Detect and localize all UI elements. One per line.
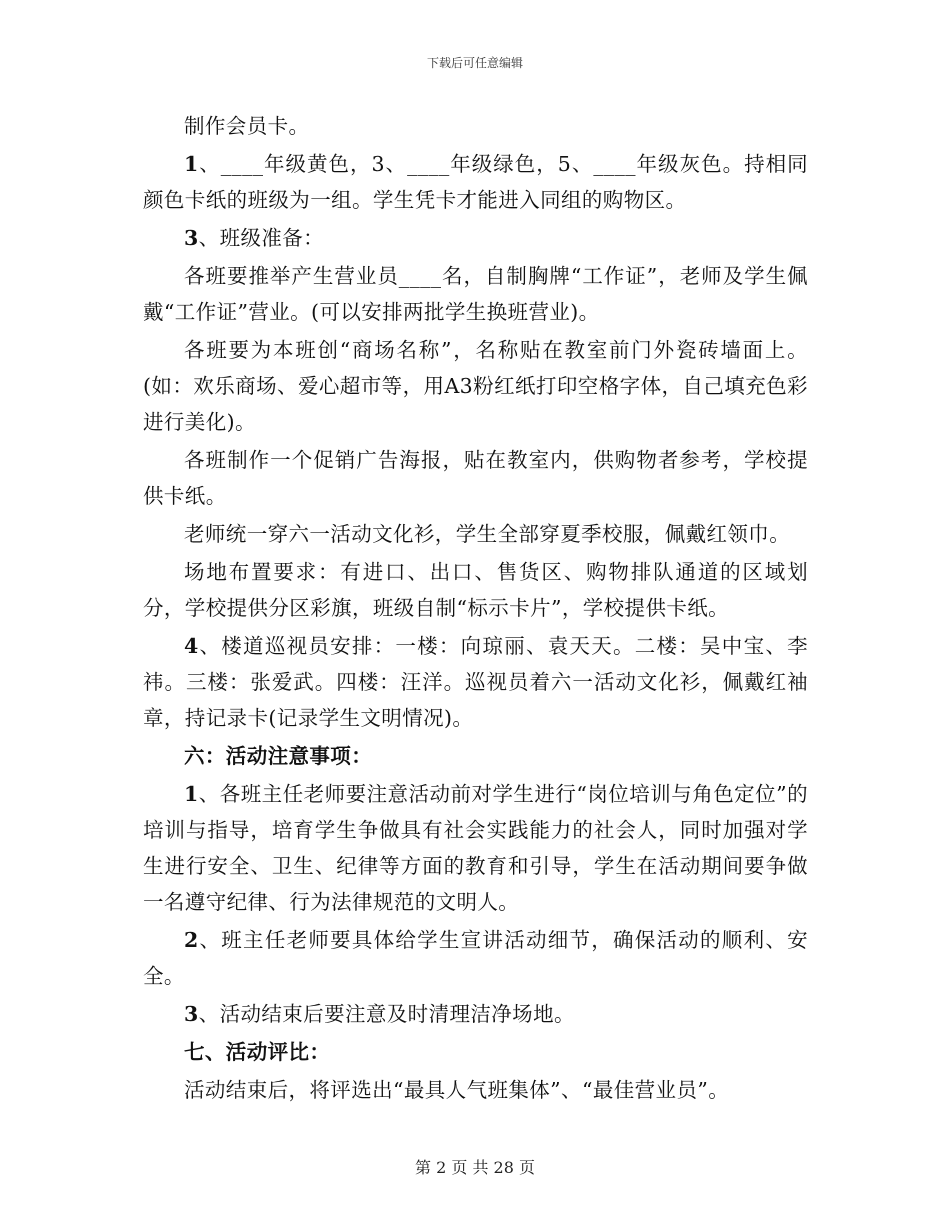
paragraph-9: 4、楼道巡视员安排：一楼：向琼丽、袁天天。二楼：吴中宝、李祎。三楼：张爱武。四楼：汪洋。巡视员着六一活动文化衫，佩戴红袖章，持记录卡(记录学生文明情况)。 [143, 634, 808, 730]
paragraph-2: 1、____年级黄色，3、____年级绿色，5、____年级灰色。持相同颜色卡纸的班级为一组。学生凭卡才能进入同组的购物区。 [143, 152, 808, 212]
paragraph-10: 1、各班主任老师要注意活动前对学生进行“岗位培训与角色定位”的培训与指导，培育学生争做具有社会实践能力的社会人，同时加强对学生进行安全、卫生、纪律等方面的教育和引导，学生在活动期间要争做一名遵守纪律、行为法律规范的文明人。 [143, 782, 808, 914]
header-note: 下载后可任意编辑 [426, 56, 523, 70]
paragraph-5: 各班要为本班创“商场名称”，名称贴在教室前门外瓷砖墙面上。(如：欢乐商场、爱心超市等，用A3粉红纸打印空格字体，自己填充色彩进行美化)。 [143, 338, 808, 434]
document-body [143, 108, 808, 1110]
section-heading-6: 六：活动注意事项： [184, 744, 373, 768]
paragraph-1: 制作会员卡。 [184, 114, 310, 138]
paragraph-3: 3、班级准备： [184, 226, 325, 250]
paragraph-4: 各班要推举产生营业员____名，自制胸牌“工作证”，老师及学生佩戴“工作证”营业。(可以安排两批学生换班营业)。 [143, 264, 808, 324]
paragraph-12: 3、活动结束后要注意及时清理洁净场地。 [184, 1002, 575, 1026]
paragraph-8: 场地布置要求：有进口、出口、售货区、购物排队通道的区域划分，学校提供分区彩旗，班级自制“标示卡片”，学校提供卡纸。 [143, 560, 808, 620]
paragraph-13: 活动结束后，将评选出“最具人气班集体”、“最佳营业员”。 [184, 1078, 730, 1102]
page-number-footer: 第 2 页 共 28 页 [415, 1158, 535, 1177]
section-heading-7: 七、活动评比： [184, 1040, 331, 1064]
paragraph-7: 老师统一穿六一活动文化衫，学生全部穿夏季校服，佩戴红领巾。 [184, 522, 791, 546]
paragraph-6: 各班制作一个促销广告海报，贴在教室内，供购物者参考，学校提供卡纸。 [143, 448, 808, 508]
paragraph-11: 2、班主任老师要具体给学生宣讲活动细节，确保活动的顺利、安全。 [143, 928, 808, 988]
